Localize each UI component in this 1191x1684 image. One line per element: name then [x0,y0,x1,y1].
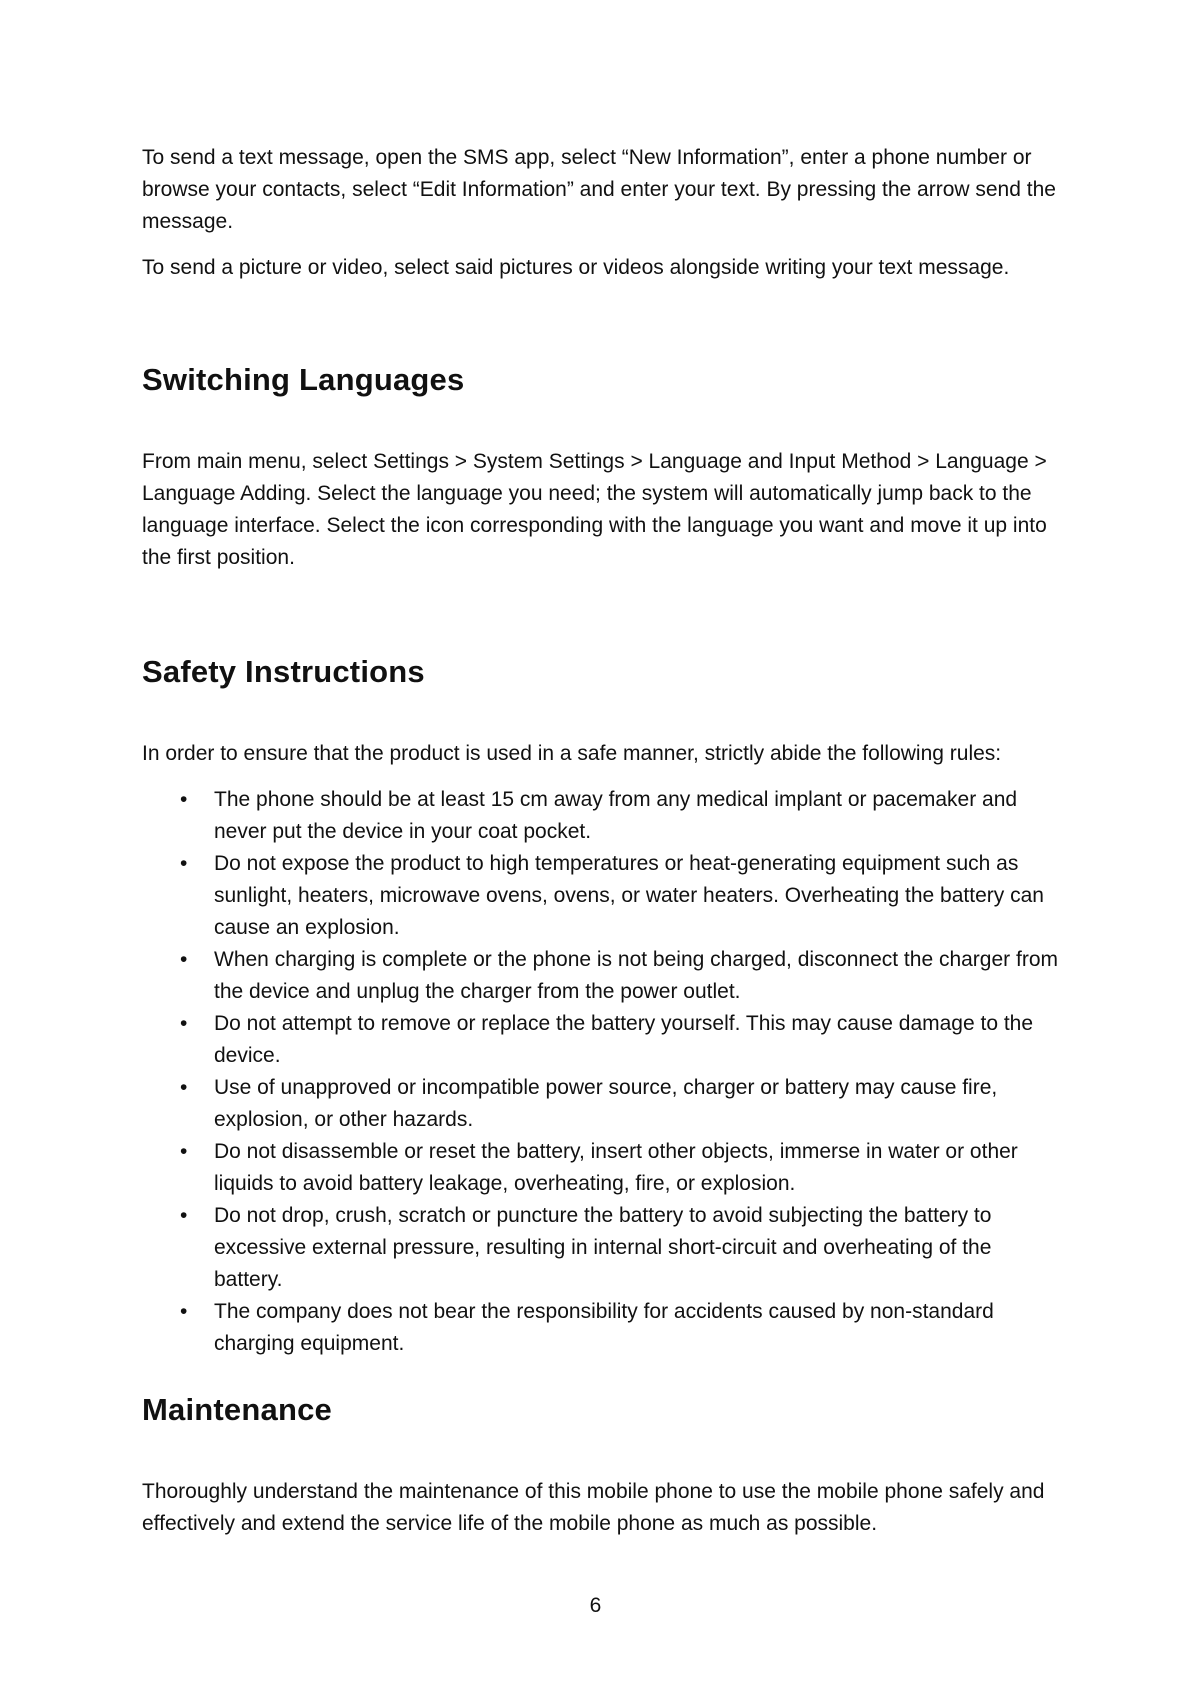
list-item: • The company does not bear the responsibility for accidents caused by non-standard charging equipment. [142,1296,1062,1360]
maintenance-heading: Maintenance [142,1392,332,1427]
list-item: • Do not attempt to remove or replace the battery yourself. This may cause damage to the device. [142,1008,1062,1072]
maintenance-paragraph: Thoroughly understand the maintenance of this mobile phone to use the mobile phone safely and effectively and extend the service life of the mobile phone as much as possible. [142,1480,1045,1535]
picture-video-paragraph: To send a picture or video, select said pictures or videos alongside writing your text message. [142,256,1010,279]
switching-languages-paragraph: From main menu, select Settings > System Settings > Language and Input Method > Language > Language Adding. Select the language you need; the system will automatically jump back to the language interface. Select the icon corresponding with the language you want and move it up into the first position. [142,450,1047,569]
list-item: • When charging is complete or the phone is not being charged, disconnect the charger from the device and unplug the charger from the power outlet. [142,944,1062,1008]
switching-languages-heading: Switching Languages [142,362,465,397]
sms-instructions-paragraph: To send a text message, open the SMS app, select “New Information”, enter a phone number or browse your contacts, select “Edit Information” and enter your text. By pressing the arrow send the message. [142,146,1056,233]
list-item: • The phone should be at least 15 cm away from any medical implant or pacemaker and never put the device in your coat pocket. [142,784,1062,848]
list-item: • Do not drop, crush, scratch or puncture the battery to avoid subjecting the battery to excessive external pressure, resulting in internal short-circuit and overheating of the battery. [142,1200,1062,1296]
list-item: • Use of unapproved or incompatible power source, charger or battery may cause fire, explosion, or other hazards. [142,1072,1062,1136]
safety-instructions-heading: Safety Instructions [142,654,425,689]
page-number: 6 [589,1594,602,1617]
safety-intro-paragraph: In order to ensure that the product is used in a safe manner, strictly abide the following rules: [142,742,1002,765]
list-item: • Do not disassemble or reset the battery, insert other objects, immerse in water or other liquids to avoid battery leakage, overheating, fire, or explosion. [142,1136,1062,1200]
document-page [142,142,1062,1540]
list-item: • Do not expose the product to high temperatures or heat-generating equipment such as sunlight, heaters, microwave ovens, ovens, or water heaters. Overheating the battery can cause an explosion. [142,848,1062,944]
safety-rules-list [142,784,1062,1360]
